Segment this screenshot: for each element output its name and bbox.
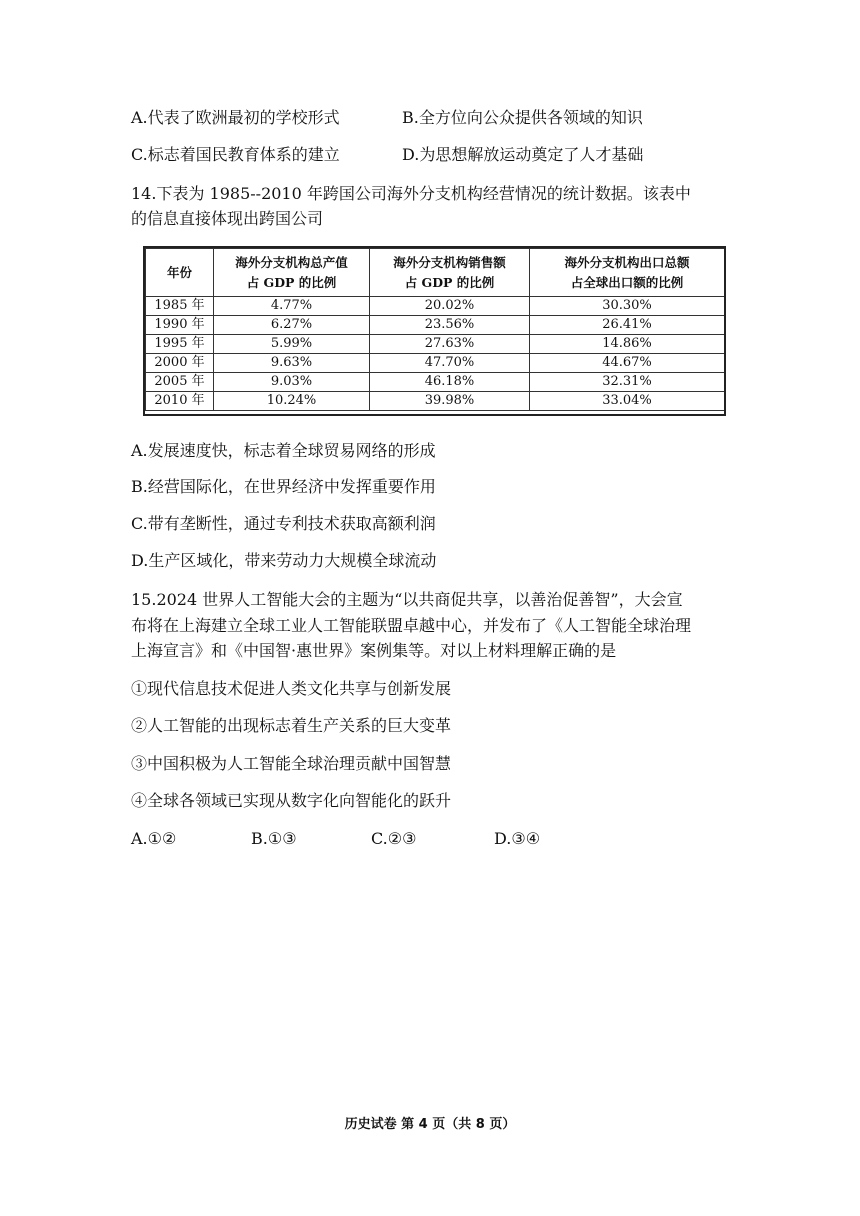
- q14-option-b: B.经营国际化，在世界经济中发挥重要作用: [131, 477, 436, 496]
- cell-exports: 26.41%: [530, 316, 725, 335]
- header-output-share: 海外分支机构总产值 占 GDP 的比例: [214, 249, 370, 297]
- cell-year: 1990 年: [146, 316, 214, 335]
- table-row: [146, 297, 725, 316]
- cell-sales: 20.02%: [370, 297, 530, 316]
- page-footer: 历史试卷 第 4 页（共 8 页）: [344, 1117, 516, 1132]
- cell-output: 4.77%: [214, 297, 370, 316]
- q15-item-3: ③中国积极为人工智能全球治理贡献中国智慧: [131, 754, 452, 773]
- q13-option-d: D.为思想解放运动奠定了人才基础: [402, 145, 644, 164]
- cell-year: 2000 年: [146, 354, 214, 373]
- table-row: [146, 335, 725, 354]
- q14-option-a: A.发展速度快，标志着全球贸易网络的形成: [131, 441, 436, 460]
- cell-exports: 30.30%: [530, 297, 725, 316]
- table-row: [146, 316, 725, 335]
- cell-exports: 33.04%: [530, 392, 725, 411]
- cell-output: 6.27%: [214, 316, 370, 335]
- q15-option-a: A.①②: [131, 829, 177, 848]
- q15-stem-line-2: 布将在上海建立全球工业人工智能联盟卓越中心，并发布了《人工智能全球治理: [131, 616, 692, 635]
- q15-option-c: C.②③: [371, 829, 417, 848]
- header-exports-share: 海外分支机构出口总额 占全球出口额的比例: [530, 249, 725, 297]
- q14-stats-table: [145, 248, 725, 411]
- table-row: [146, 373, 725, 392]
- cell-sales: 47.70%: [370, 354, 530, 373]
- cell-exports: 32.31%: [530, 373, 725, 392]
- cell-output: 10.24%: [214, 392, 370, 411]
- q14-option-d: D.生产区域化，带来劳动力大规模全球流动: [131, 551, 437, 570]
- q13-option-a: A.代表了欧洲最初的学校形式: [131, 108, 340, 127]
- cell-year: 1995 年: [146, 335, 214, 354]
- q13-option-b: B.全方位向公众提供各领域的知识: [402, 108, 643, 127]
- cell-output: 9.63%: [214, 354, 370, 373]
- cell-exports: 44.67%: [530, 354, 725, 373]
- q14-option-c: C.带有垄断性，通过专利技术获取高额利润: [131, 514, 436, 533]
- cell-exports: 14.86%: [530, 335, 725, 354]
- header-year: 年份: [146, 249, 214, 297]
- cell-output: 5.99%: [214, 335, 370, 354]
- q15-stem-line-1: 15.2024 世界人工智能大会的主题为“以共商促共享，以善治促善智”，大会宣: [131, 590, 683, 609]
- cell-year: 2005 年: [146, 373, 214, 392]
- q15-item-2: ②人工智能的出现标志着生产关系的巨大变革: [131, 716, 452, 735]
- q15-item-4: ④全球各领域已实现从数字化向智能化的跃升: [131, 791, 452, 810]
- q15-item-1: ①现代信息技术促进人类文化共享与创新发展: [131, 679, 452, 698]
- q15-option-d: D.③④: [494, 829, 541, 848]
- cell-sales: 39.98%: [370, 392, 530, 411]
- cell-output: 9.03%: [214, 373, 370, 392]
- table-row: [146, 392, 725, 411]
- q13-option-c: C.标志着国民教育体系的建立: [131, 145, 340, 164]
- q14-stem-line-1: 14.下表为 1985--2010 年跨国公司海外分支机构经营情况的统计数据。该表中: [131, 184, 691, 203]
- q14-stem-line-2: 的信息直接体现出跨国公司: [131, 209, 324, 228]
- cell-sales: 23.56%: [370, 316, 530, 335]
- header-sales-share: 海外分支机构销售额 占 GDP 的比例: [370, 249, 530, 297]
- cell-sales: 27.63%: [370, 335, 530, 354]
- q15-stem-line-3: 上海宣言》和《中国智·惠世界》案例集等。对以上材料理解正确的是: [131, 641, 617, 660]
- q15-option-b: B.①③: [251, 829, 297, 848]
- cell-year: 2010 年: [146, 392, 214, 411]
- cell-sales: 46.18%: [370, 373, 530, 392]
- table-header-row: [146, 249, 725, 297]
- cell-year: 1985 年: [146, 297, 214, 316]
- table-row: [146, 354, 725, 373]
